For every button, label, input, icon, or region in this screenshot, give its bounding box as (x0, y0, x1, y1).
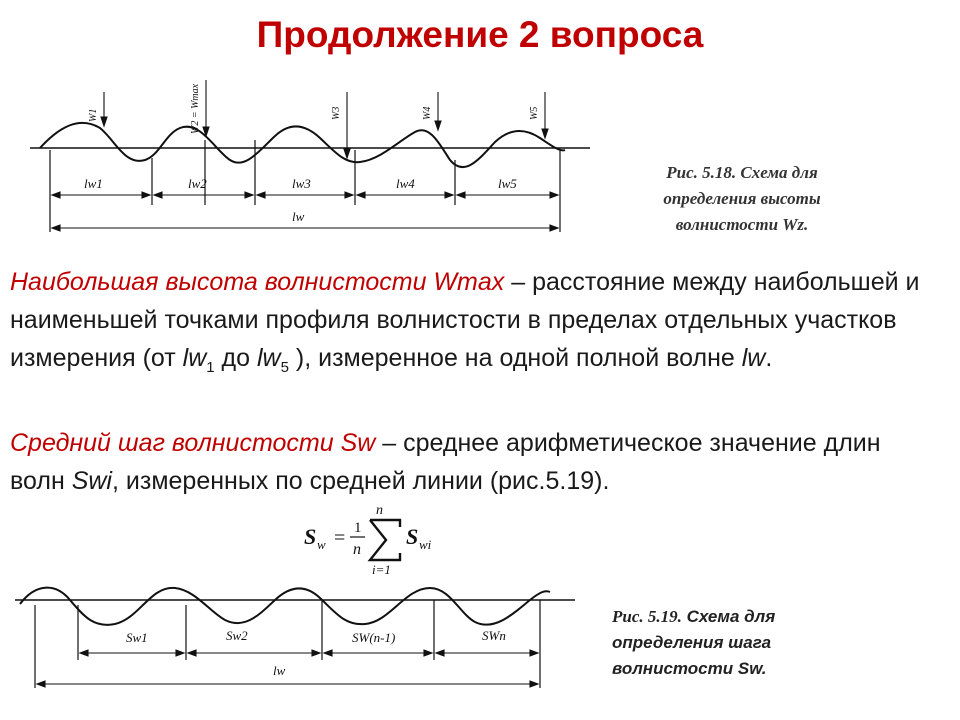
svg-text:S: S (406, 524, 419, 549)
segment-label-1: lw1 (84, 176, 103, 191)
w-label-5: W5 (529, 106, 540, 120)
total-label: lw (292, 209, 305, 224)
total-label-2: lw (273, 663, 286, 678)
svg-text:n: n (353, 541, 361, 558)
segment-label-5: lw5 (498, 176, 517, 191)
segment-label-2: lw2 (188, 176, 207, 191)
segment-label-3: lw3 (292, 176, 311, 191)
w-label-4: W4 (422, 106, 433, 120)
segment-label-4: lw4 (396, 176, 415, 191)
svg-text:1: 1 (354, 520, 362, 536)
wave-profile-2 (20, 588, 550, 625)
svg-text:i=1: i=1 (372, 562, 391, 576)
svg-text:wi: wi (419, 537, 432, 552)
sw-label-4: SWn (482, 628, 506, 643)
paragraph-sw: Средний шаг волнистости Sw – среднее арифметическое значение длин волн Swi, измеренных по средней линии (рис.5.19). (10, 429, 881, 495)
svg-text:n: n (376, 503, 383, 518)
sw-label-1: Sw1 (126, 630, 148, 645)
svg-text:w: w (317, 537, 326, 552)
figure-519-caption: Рис. 5.19. Схема для определения шага волнистости Sw. (612, 607, 776, 678)
svg-text:S: S (304, 524, 317, 549)
sw-label-3: SW(n-1) (352, 630, 396, 645)
w-label-1: W1 (88, 108, 99, 122)
term-wmax: Наибольшая высота волнистости Wmax (10, 268, 505, 296)
svg-text:=: = (334, 527, 346, 549)
term-sw: Средний шаг волнистости Sw (10, 429, 376, 457)
w-label-3: W3 (331, 106, 342, 120)
page-title: Продолжение 2 вопроса (256, 14, 704, 55)
paragraph-wmax: Наибольшая высота волнистости Wmax – расстояние между наибольшей и наименьшей точками профиля волнистости в пределах отдельных участков измерения (от $lw_1$ до $lw_5$ ), измеренное на одной полной волне lw. (10, 268, 920, 376)
figure-518-caption: Рис. 5.18. Схема для определения высоты волнистости Wz. (663, 163, 821, 234)
w-label-2: W2 = Wmax (190, 83, 201, 134)
sw-label-2: Sw2 (226, 628, 248, 643)
